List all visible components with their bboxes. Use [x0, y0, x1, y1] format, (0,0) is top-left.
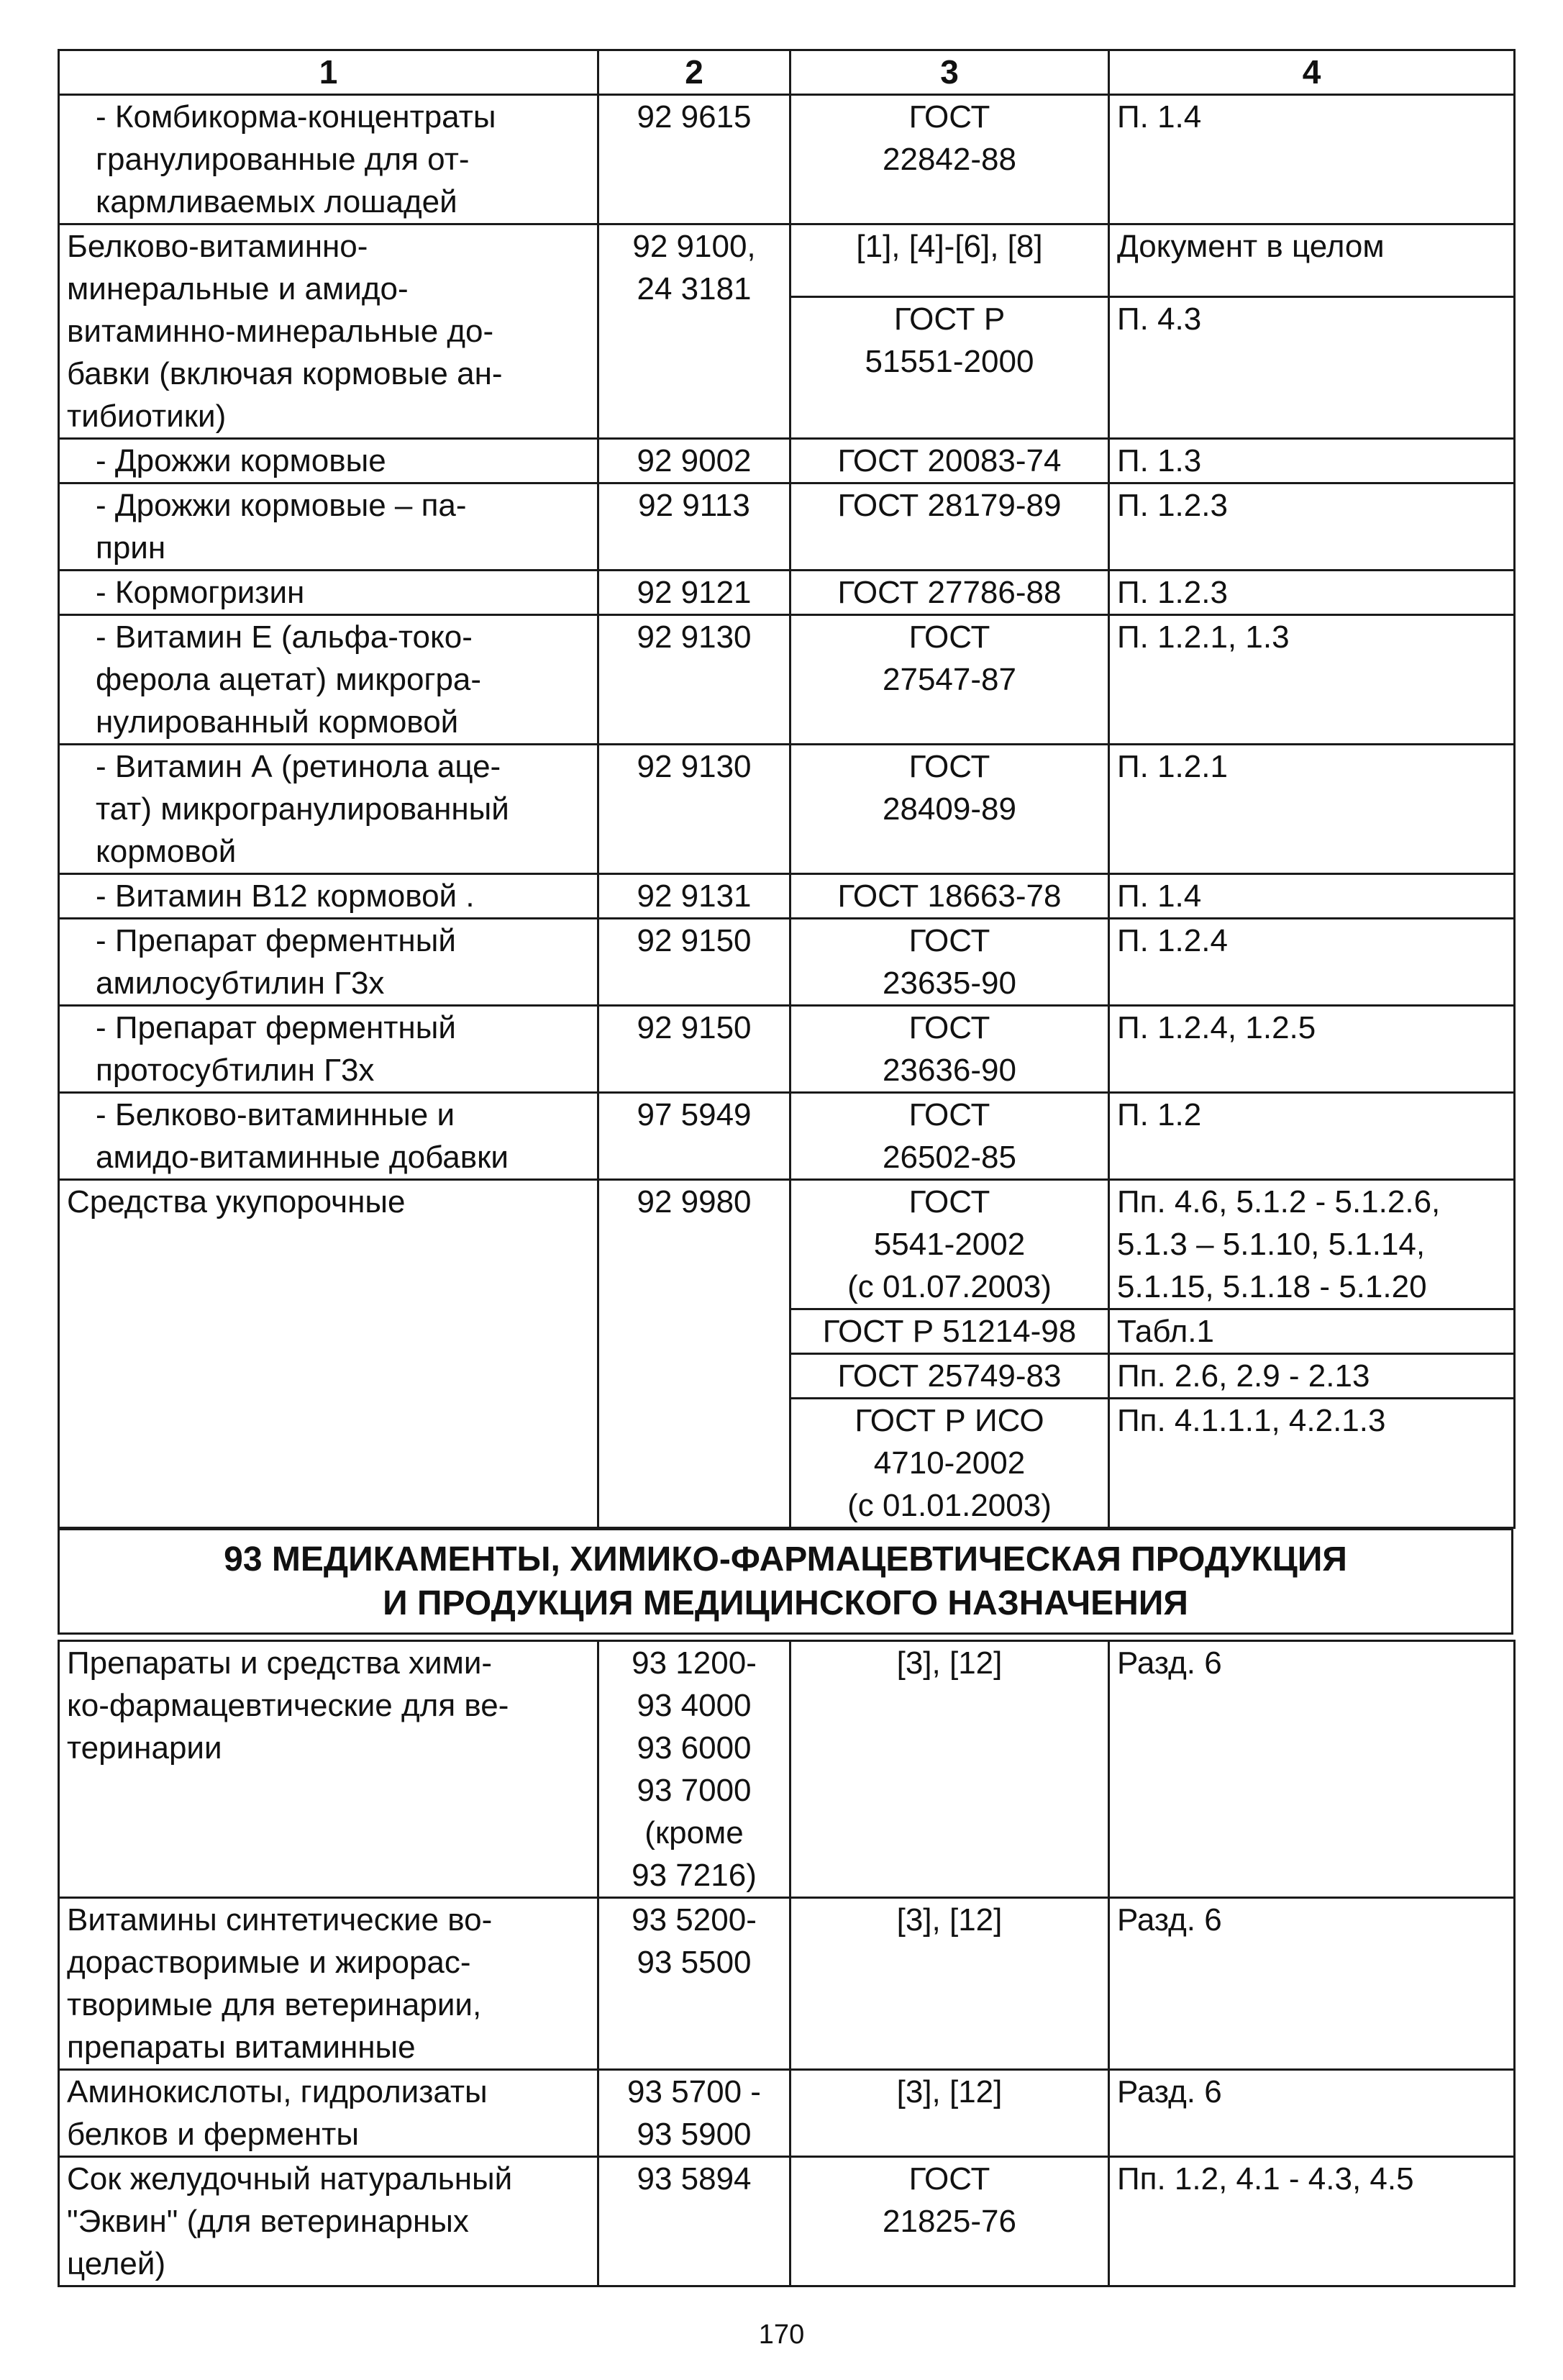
- table-row: [59, 874, 1515, 919]
- standard-cell: [790, 95, 1109, 224]
- product-name-cell: [59, 615, 598, 745]
- table-row: [59, 1180, 1515, 1309]
- product-name-cell: [59, 2070, 598, 2157]
- standard-cell: [790, 571, 1109, 615]
- standard-cell-line: 23636-90: [883, 1053, 1016, 1088]
- table-row: [59, 615, 1515, 745]
- clause-cell-line: П. 1.3: [1117, 443, 1202, 478]
- code-cell-line: (кроме: [644, 1815, 744, 1850]
- code-cell: [598, 745, 790, 874]
- standard-cell: [790, 874, 1109, 919]
- standard-cell: [790, 483, 1109, 571]
- product-name-cell: [59, 1898, 598, 2070]
- code-cell-line: 92 9150: [637, 1010, 752, 1045]
- section-title-line-1: 93 МЕДИКАМЕНТЫ, ХИМИКО-ФАРМАЦЕВТИЧЕСКАЯ ПРОДУКЦИЯ: [224, 1540, 1347, 1579]
- clause-cell: [1109, 874, 1515, 919]
- standard-cell-line: (с 01.01.2003): [847, 1488, 1052, 1523]
- clause-cell: [1109, 296, 1515, 438]
- clause-cell-line: П. 1.4: [1117, 99, 1202, 135]
- standard-cell: [790, 1180, 1109, 1309]
- product-name-cell-line: прин: [96, 530, 166, 566]
- clause-cell-line: 5.1.3 – 5.1.10, 5.1.14,: [1117, 1227, 1426, 1262]
- standard-cell: [790, 745, 1109, 874]
- code-cell-line: 92 9100,: [632, 229, 756, 264]
- product-name-cell: [59, 874, 598, 919]
- product-name-cell-line: кармливаемых лошадей: [96, 184, 457, 219]
- table-row: [59, 745, 1515, 874]
- standard-cell-line: 23635-90: [883, 966, 1016, 1001]
- clause-cell: [1109, 483, 1515, 571]
- clause-cell: [1109, 2157, 1515, 2286]
- product-name-cell-line: протосубтилин Г3х: [96, 1053, 375, 1088]
- product-name-cell-line: теринарии: [67, 1730, 222, 1766]
- clause-cell-line: Разд. 6: [1117, 1902, 1222, 1938]
- product-name-cell-line: - Препарат ферментный: [96, 1010, 456, 1045]
- product-name-cell: [59, 1641, 598, 1898]
- table-row: [59, 439, 1515, 483]
- standard-cell-line: 5541-2002: [873, 1227, 1026, 1262]
- product-name-cell: [59, 2157, 598, 2286]
- product-name-cell: [59, 439, 598, 483]
- product-name-cell: [59, 483, 598, 571]
- standard-cell-line: 26502-85: [883, 1140, 1016, 1175]
- code-cell: [598, 919, 790, 1006]
- clause-cell: [1109, 1354, 1515, 1399]
- clause-cell: [1109, 1093, 1515, 1180]
- clause-cell: [1109, 1641, 1515, 1898]
- column-header-2: 2: [598, 50, 790, 95]
- standard-cell-line: ГОСТ: [908, 923, 990, 958]
- code-cell-line: 92 9615: [637, 99, 752, 135]
- product-name-cell-line: ко-фармацевтические для ве-: [67, 1688, 509, 1723]
- code-cell-line: 92 9130: [637, 749, 752, 784]
- code-cell-line: 97 5949: [637, 1097, 752, 1132]
- code-cell-line: 93 4000: [637, 1688, 752, 1723]
- clause-cell-line: П. 1.2.1, 1.3: [1117, 619, 1290, 655]
- product-name-cell: [59, 745, 598, 874]
- standard-cell: [790, 1309, 1109, 1354]
- standard-cell-line: ГОСТ 18663-78: [837, 878, 1062, 914]
- clause-cell: [1109, 1309, 1515, 1354]
- product-name-cell-line: ферола ацетат) микрогра-: [96, 662, 482, 697]
- code-cell-line: 93 6000: [637, 1730, 752, 1766]
- standard-cell: [790, 1641, 1109, 1898]
- code-cell: [598, 874, 790, 919]
- standard-cell-line: [3], [12]: [896, 1902, 1003, 1938]
- clause-cell: [1109, 1006, 1515, 1093]
- product-name-cell-line: дорастворимые и жирорас-: [67, 1945, 471, 1980]
- code-cell: [598, 571, 790, 615]
- product-name-cell-line: белков и ферменты: [67, 2117, 359, 2152]
- clause-cell: [1109, 1399, 1515, 1528]
- product-name-cell-line: Препараты и средства хими-: [67, 1645, 493, 1681]
- table-row: [59, 1093, 1515, 1180]
- clause-cell-line: П. 1.2: [1117, 1097, 1202, 1132]
- standard-cell-line: ГОСТ: [908, 1010, 990, 1045]
- standard-cell-line: 27547-87: [883, 662, 1016, 697]
- standard-cell-line: ГОСТ 20083-74: [837, 443, 1062, 478]
- code-cell-line: 24 3181: [637, 271, 752, 306]
- standard-cell: [790, 2070, 1109, 2157]
- product-name-cell-line: нулированный кормовой: [96, 704, 459, 740]
- product-name-cell-line: амидо-витаминные добавки: [96, 1140, 509, 1175]
- clause-cell-line: Разд. 6: [1117, 1645, 1222, 1681]
- section-title-row: [59, 1530, 1513, 1634]
- section-title-cell: [59, 1530, 1513, 1634]
- product-name-cell-line: витаминно-минеральные до-: [67, 314, 494, 349]
- clause-cell: [1109, 224, 1515, 297]
- product-name-cell-line: тат) микрогранулированный: [96, 791, 509, 827]
- standard-cell-line: [3], [12]: [896, 1645, 1003, 1681]
- standard-cell: [790, 1006, 1109, 1093]
- standard-cell-line: ГОСТ Р ИСО: [855, 1403, 1044, 1438]
- product-name-cell-line: препараты витаминные: [67, 2030, 416, 2065]
- code-cell-line: 92 9150: [637, 923, 752, 958]
- product-name-cell-line: Витамины синтетические во-: [67, 1902, 493, 1938]
- medicines-table-body: [59, 1641, 1515, 2286]
- clause-cell: [1109, 439, 1515, 483]
- product-name-cell-line: Аминокислоты, гидролизаты: [67, 2074, 488, 2109]
- table-row: [59, 2070, 1515, 2157]
- table-row: [59, 2157, 1515, 2286]
- product-name-cell-line: - Белково-витаминные и: [96, 1097, 455, 1132]
- product-name-cell-line: кормовой: [96, 834, 237, 869]
- product-name-cell-line: Сок желудочный натуральный: [67, 2161, 513, 2197]
- clause-cell-line: П. 1.2.1: [1117, 749, 1228, 784]
- product-name-cell: [59, 919, 598, 1006]
- clause-cell-line: Документ в целом: [1117, 229, 1385, 264]
- standard-cell-line: ГОСТ Р 51214-98: [822, 1314, 1077, 1349]
- clause-cell-line: Пп. 4.6, 5.1.2 - 5.1.2.6,: [1117, 1184, 1441, 1219]
- product-name-cell-line: - Препарат ферментный: [96, 923, 456, 958]
- clause-cell-line: Разд. 6: [1117, 2074, 1222, 2109]
- code-cell-line: 93 5900: [637, 2117, 752, 2152]
- product-name-cell-line: - Витамин В12 кормовой .: [96, 878, 475, 914]
- standard-cell: [790, 1898, 1109, 2070]
- clause-cell-line: Пп. 2.6, 2.9 - 2.13: [1117, 1358, 1370, 1394]
- standard-cell-line: ГОСТ 25749-83: [837, 1358, 1062, 1394]
- clause-cell-line: П. 1.4: [1117, 878, 1202, 914]
- code-cell: [598, 224, 790, 439]
- code-cell-line: 93 7216): [632, 1858, 757, 1893]
- clause-cell-line: Пп. 1.2, 4.1 - 4.3, 4.5: [1117, 2161, 1414, 2197]
- product-name-cell-line: целей): [67, 2246, 166, 2281]
- product-name-cell-line: - Витамин А (ретинола аце-: [96, 749, 501, 784]
- clause-cell-line: 5.1.15, 5.1.18 - 5.1.20: [1117, 1269, 1427, 1304]
- section-title: [58, 1528, 1513, 1635]
- code-cell: [598, 1180, 790, 1528]
- clause-cell-line: П. 4.3: [1117, 301, 1202, 337]
- code-cell-line: 92 9113: [638, 488, 750, 523]
- code-cell-line: 93 5894: [637, 2161, 752, 2197]
- code-cell-line: 93 5200-: [632, 1902, 757, 1938]
- standard-cell-line: ГОСТ 28179-89: [837, 488, 1062, 523]
- page-number: 170: [758, 2320, 805, 2350]
- code-cell-line: 93 5500: [637, 1945, 752, 1980]
- code-cell-line: 92 9130: [637, 619, 752, 655]
- code-cell-line: 92 9131: [637, 878, 752, 914]
- table-row: [59, 224, 1515, 297]
- standard-cell: [790, 919, 1109, 1006]
- clause-cell-line: П. 1.2.3: [1117, 575, 1228, 610]
- standard-cell-line: (с 01.07.2003): [847, 1269, 1052, 1304]
- product-name-cell-line: гранулированные для от-: [96, 142, 470, 177]
- standard-cell: [790, 1399, 1109, 1528]
- product-name-cell-line: тибиотики): [67, 399, 227, 434]
- column-header-1: 1: [59, 50, 598, 95]
- product-name-cell-line: - Комбикорма-концентраты: [96, 99, 496, 135]
- standard-cell: [790, 439, 1109, 483]
- standard-cell-line: ГОСТ: [908, 1097, 990, 1132]
- standard-cell-line: ГОСТ: [908, 1184, 990, 1219]
- product-name-cell: [59, 1093, 598, 1180]
- product-name-cell: [59, 95, 598, 224]
- code-cell: [598, 1006, 790, 1093]
- clause-cell: [1109, 95, 1515, 224]
- standard-cell-line: 51551-2000: [865, 343, 1034, 379]
- product-name-cell: [59, 224, 598, 439]
- code-cell-line: 93 1200-: [632, 1645, 757, 1681]
- clause-cell: [1109, 745, 1515, 874]
- clause-cell-line: П. 1.2.3: [1117, 488, 1228, 523]
- clause-cell-line: П. 1.2.4: [1117, 923, 1228, 958]
- standard-cell: [790, 2157, 1109, 2286]
- standard-cell-line: ГОСТ: [908, 619, 990, 655]
- product-name-cell-line: - Дрожжи кормовые: [96, 443, 386, 478]
- product-name-cell-line: Белково-витаминно-: [67, 229, 368, 264]
- standard-cell: [790, 1354, 1109, 1399]
- standard-cell-line: ГОСТ: [908, 99, 990, 135]
- column-header-4: 4: [1109, 50, 1515, 95]
- product-name-cell: [59, 571, 598, 615]
- section-title-line-2: И ПРОДУКЦИЯ МЕДИЦИНСКОГО НАЗНАЧЕНИЯ: [383, 1584, 1188, 1622]
- product-name-cell-line: Средства укупорочные: [67, 1184, 406, 1219]
- clause-cell: [1109, 571, 1515, 615]
- standard-cell-line: ГОСТ 27786-88: [837, 575, 1062, 610]
- standard-cell-line: ГОСТ: [908, 2161, 990, 2197]
- standard-cell: [790, 224, 1109, 297]
- medicines-table: [58, 1640, 1516, 2287]
- code-cell: [598, 1641, 790, 1898]
- code-cell: [598, 1898, 790, 2070]
- standard-cell: [790, 1093, 1109, 1180]
- standard-cell-line: ГОСТ: [908, 749, 990, 784]
- table-row: [59, 1006, 1515, 1093]
- standard-cell: [790, 615, 1109, 745]
- standard-cell-line: 22842-88: [883, 142, 1016, 177]
- code-cell: [598, 2157, 790, 2286]
- header-row: [59, 50, 1515, 95]
- clause-cell-line: П. 1.2.4, 1.2.5: [1117, 1010, 1316, 1045]
- standard-cell-line: 28409-89: [883, 791, 1016, 827]
- table-row: [59, 919, 1515, 1006]
- product-name-cell-line: амилосубтилин Г3х: [96, 966, 385, 1001]
- code-cell: [598, 439, 790, 483]
- table-row: [59, 1898, 1515, 2070]
- product-name-cell-line: бавки (включая кормовые ан-: [67, 356, 503, 391]
- standard-cell-line: [1], [4]-[6], [8]: [856, 229, 1043, 264]
- table-row: [59, 571, 1515, 615]
- standard-cell-line: 4710-2002: [873, 1445, 1026, 1481]
- standard-cell: [790, 296, 1109, 438]
- product-name-cell-line: "Эквин" (для ветеринарных: [67, 2204, 469, 2239]
- product-name-cell: [59, 1180, 598, 1528]
- main-table-body: [59, 50, 1515, 1528]
- clause-cell-line: Табл.1: [1117, 1314, 1214, 1349]
- standard-cell-line: 21825-76: [883, 2204, 1016, 2239]
- standard-cell-line: [3], [12]: [896, 2074, 1003, 2109]
- clause-cell: [1109, 615, 1515, 745]
- code-cell: [598, 483, 790, 571]
- clause-cell-line: Пп. 4.1.1.1, 4.2.1.3: [1117, 1403, 1386, 1438]
- code-cell-line: 93 5700 -: [627, 2074, 761, 2109]
- clause-cell: [1109, 1898, 1515, 2070]
- clause-cell: [1109, 1180, 1515, 1309]
- standard-cell-line: ГОСТ Р: [893, 301, 1006, 337]
- code-cell: [598, 1093, 790, 1180]
- table-row: [59, 95, 1515, 224]
- table-row: [59, 1641, 1515, 1898]
- column-header-3: 3: [790, 50, 1109, 95]
- clause-cell: [1109, 919, 1515, 1006]
- product-name-cell-line: - Витамин Е (альфа-токо-: [96, 619, 473, 655]
- product-name-cell-line: творимые для ветеринарии,: [67, 1987, 482, 2022]
- product-name-cell-line: минеральные и амидо-: [67, 271, 409, 306]
- product-name-cell: [59, 1006, 598, 1093]
- table-row: [59, 483, 1515, 571]
- code-cell: [598, 2070, 790, 2157]
- product-name-cell-line: - Кормогризин: [96, 575, 305, 610]
- code-cell-line: 92 9002: [637, 443, 752, 478]
- code-cell-line: 92 9980: [637, 1184, 752, 1219]
- code-cell: [598, 95, 790, 224]
- clause-cell: [1109, 2070, 1515, 2157]
- code-cell-line: 92 9121: [637, 575, 752, 610]
- main-table: [58, 49, 1516, 1529]
- product-name-cell-line: - Дрожжи кормовые – па-: [96, 488, 467, 523]
- code-cell: [598, 615, 790, 745]
- code-cell-line: 93 7000: [637, 1773, 752, 1808]
